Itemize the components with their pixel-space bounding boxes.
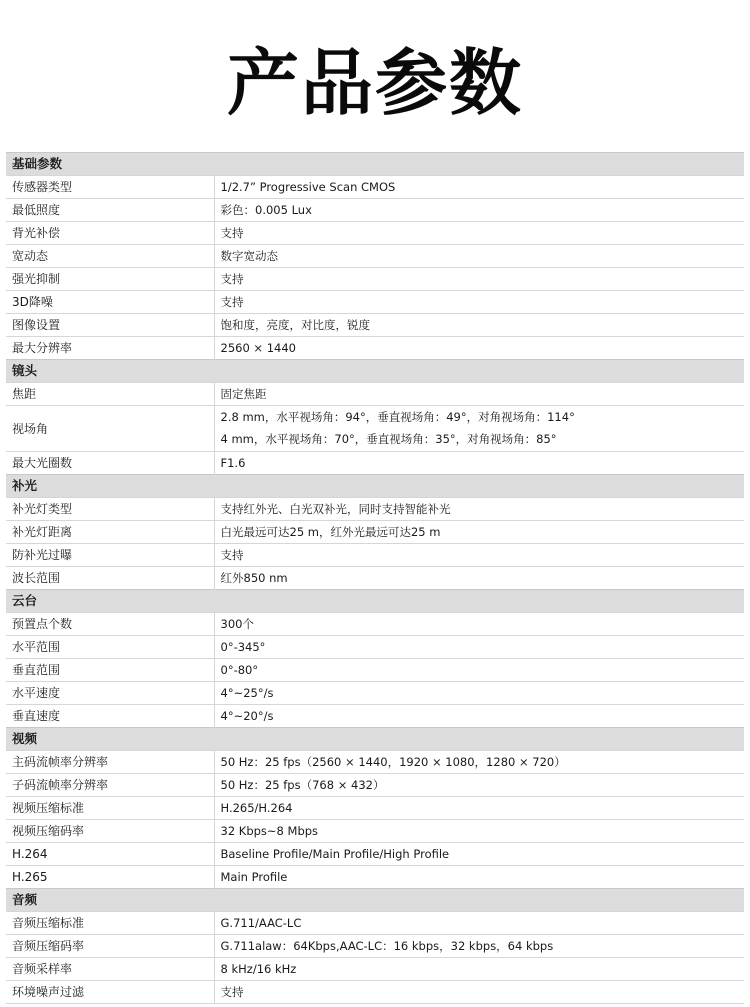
table-row — [6, 199, 744, 222]
spec-value — [214, 521, 744, 544]
table-row — [6, 866, 744, 889]
table-row — [6, 452, 744, 475]
spec-label: 3D降噪 — [6, 291, 214, 314]
spec-label: 防补光过曝 — [6, 544, 214, 567]
spec-value-line: 支持 — [220, 272, 244, 286]
spec-value — [214, 981, 744, 1004]
spec-label: 补光灯距离 — [6, 521, 214, 544]
spec-value — [214, 843, 744, 866]
spec-value-line: 支持 — [220, 295, 244, 309]
section-header-row — [6, 360, 744, 383]
spec-value — [214, 222, 744, 245]
spec-value-line: 4 mm，水平视场角：70°，垂直视场角：35°，对角视场角：85° — [220, 432, 557, 446]
table-row — [6, 176, 744, 199]
spec-label: 音频压缩码率 — [6, 935, 214, 958]
spec-label: 焦距 — [6, 383, 214, 406]
section-header-row — [6, 728, 744, 751]
table-row — [6, 521, 744, 544]
table-row — [6, 774, 744, 797]
spec-value-line: 固定焦距 — [220, 387, 267, 401]
section-title: 音频 — [6, 889, 744, 912]
section-title: 视频 — [6, 728, 744, 751]
table-row — [6, 544, 744, 567]
spec-value-line: 数字宽动态 — [220, 249, 278, 263]
table-row — [6, 291, 744, 314]
spec-value-line: 1/2.7” Progressive Scan CMOS — [220, 180, 396, 194]
spec-value-line: 2.8 mm，水平视场角：94°，垂直视场角：49°，对角视场角：114° — [220, 410, 575, 424]
table-row — [6, 222, 744, 245]
table-row — [6, 498, 744, 521]
table-row — [6, 958, 744, 981]
spec-label: 视频压缩码率 — [6, 820, 214, 843]
spec-value — [214, 406, 744, 452]
spec-value-line: 白光最远可达25 m，红外光最远可达25 m — [220, 525, 441, 539]
spec-value-line: 300个 — [220, 617, 254, 631]
spec-value-line: 50 Hz：25 fps（768 × 432） — [220, 778, 385, 792]
table-row — [6, 981, 744, 1004]
spec-label: 宽动态 — [6, 245, 214, 268]
spec-label: 图像设置 — [6, 314, 214, 337]
spec-value — [214, 866, 744, 889]
table-row — [6, 245, 744, 268]
spec-value — [214, 314, 744, 337]
spec-value — [214, 498, 744, 521]
spec-value-line: Baseline Profile/Main Profile/High Profile — [220, 847, 450, 861]
spec-value — [214, 567, 744, 590]
section-header-row — [6, 590, 744, 613]
spec-label: 音频采样率 — [6, 958, 214, 981]
spec-label: 强光抑制 — [6, 268, 214, 291]
spec-value — [214, 705, 744, 728]
table-row — [6, 636, 744, 659]
spec-label: 视场角 — [6, 406, 214, 452]
spec-label: 最大光圈数 — [6, 452, 214, 475]
section-title: 基础参数 — [6, 153, 744, 176]
spec-value-line: H.265/H.264 — [220, 801, 293, 815]
spec-value — [214, 958, 744, 981]
spec-label: 主码流帧率分辨率 — [6, 751, 214, 774]
spec-label: 水平速度 — [6, 682, 214, 705]
table-row — [6, 567, 744, 590]
spec-label: H.264 — [6, 843, 214, 866]
spec-value — [214, 268, 744, 291]
spec-label: 垂直范围 — [6, 659, 214, 682]
spec-label: 预置点个数 — [6, 613, 214, 636]
spec-value-line: 支持红外光、白光双补光，同时支持智能补光 — [220, 502, 451, 516]
section-header-row — [6, 153, 744, 176]
table-row — [6, 613, 744, 636]
spec-value-line: 50 Hz：25 fps（2560 × 1440，1920 × 1080，1280 × 720） — [220, 755, 566, 769]
spec-value — [214, 613, 744, 636]
spec-value-line: 4°~25°/s — [220, 686, 274, 700]
table-row — [6, 912, 744, 935]
spec-value — [214, 912, 744, 935]
spec-label: 子码流帧率分辨率 — [6, 774, 214, 797]
section-title: 镜头 — [6, 360, 744, 383]
spec-value — [214, 245, 744, 268]
spec-value-line: 饱和度，亮度，对比度，锐度 — [220, 318, 370, 332]
table-row — [6, 337, 744, 360]
table-row — [6, 406, 744, 452]
spec-value-line: 4°~20°/s — [220, 709, 274, 723]
table-row — [6, 705, 744, 728]
spec-label: 最大分辨率 — [6, 337, 214, 360]
spec-value — [214, 291, 744, 314]
spec-value-line: 0°-80° — [220, 663, 259, 677]
page-title: 产品参数 — [226, 41, 523, 125]
spec-value — [214, 636, 744, 659]
spec-label: 垂直速度 — [6, 705, 214, 728]
spec-value-line: G.711alaw：64Kbps,AAC-LC：16 kbps，32 kbps，64 kbps — [220, 939, 554, 953]
spec-value — [214, 797, 744, 820]
spec-value-line: 红外850 nm — [220, 571, 288, 585]
spec-label: 最低照度 — [6, 199, 214, 222]
spec-value — [214, 774, 744, 797]
spec-value-line: 8 kHz/16 kHz — [220, 962, 297, 976]
spec-value-line: Main Profile — [220, 870, 288, 884]
table-row — [6, 682, 744, 705]
section-title: 云台 — [6, 590, 744, 613]
spec-label: H.265 — [6, 866, 214, 889]
spec-label: 背光补偿 — [6, 222, 214, 245]
spec-value — [214, 199, 744, 222]
section-header-row — [6, 889, 744, 912]
spec-value — [214, 544, 744, 567]
table-row — [6, 843, 744, 866]
spec-value — [214, 820, 744, 843]
section-title: 补光 — [6, 475, 744, 498]
spec-table — [6, 152, 744, 1004]
spec-value-line: 32 Kbps~8 Mbps — [220, 824, 319, 838]
spec-value-line: 支持 — [220, 985, 244, 999]
table-row — [6, 383, 744, 406]
spec-label: 补光灯类型 — [6, 498, 214, 521]
spec-value-line: 0°-345° — [220, 640, 266, 654]
table-row — [6, 268, 744, 291]
spec-value-line: G.711/AAC-LC — [220, 916, 302, 930]
spec-value — [214, 659, 744, 682]
spec-value-line: 支持 — [220, 226, 244, 240]
spec-table-body — [6, 153, 744, 1004]
table-row — [6, 751, 744, 774]
table-row — [6, 935, 744, 958]
spec-value-line: F1.6 — [220, 456, 246, 470]
spec-value — [214, 452, 744, 475]
spec-value — [214, 337, 744, 360]
table-row — [6, 820, 744, 843]
spec-value-line: 支持 — [220, 548, 244, 562]
table-row — [6, 797, 744, 820]
spec-value — [214, 682, 744, 705]
spec-label: 视频压缩标准 — [6, 797, 214, 820]
spec-value — [214, 935, 744, 958]
spec-label: 传感器类型 — [6, 176, 214, 199]
spec-label: 音频压缩标准 — [6, 912, 214, 935]
table-row — [6, 659, 744, 682]
spec-value — [214, 383, 744, 406]
spec-value — [214, 751, 744, 774]
spec-value — [214, 176, 744, 199]
spec-label: 环境噪声过滤 — [6, 981, 214, 1004]
section-header-row — [6, 475, 744, 498]
table-row — [6, 314, 744, 337]
spec-label: 水平范围 — [6, 636, 214, 659]
spec-label: 波长范围 — [6, 567, 214, 590]
spec-value-line: 彩色：0.005 Lux — [220, 203, 312, 217]
spec-value-line: 2560 × 1440 — [220, 341, 296, 355]
